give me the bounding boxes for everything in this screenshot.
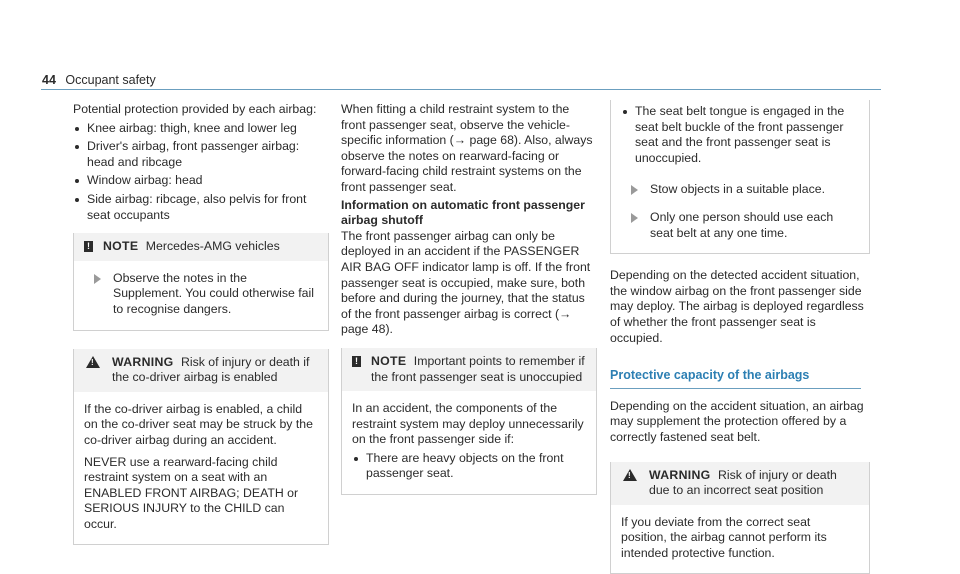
- warning-body: [74, 392, 328, 545]
- note-box-continued: [610, 100, 870, 254]
- warning-header: [611, 462, 869, 505]
- note-box: [341, 348, 597, 495]
- section-heading: Protective capacity of the airbags: [610, 368, 870, 384]
- intro-text: Potential protection provided by each airbag:: [73, 102, 329, 118]
- section-divider: [610, 388, 861, 389]
- body-paragraph: When fitting a child restraint system to the front passenger seat, observe the vehicle-specific information (→ page 68). Also, always observe the notes on rearward-facing or forward-facing child restraint systems on the front passenger seat.: [341, 102, 597, 196]
- body-paragraph: The front passenger airbag can only be deployed in an accident if the PASSENGER AIR BAG OFF indicator lamp is off. If the front passenger seat is occupied, make sure, both before and during the journey, that the status of the front passenger airbag is correct (→ page 48).: [341, 229, 597, 338]
- arrow-icon: [631, 185, 638, 195]
- warning-header: [74, 349, 328, 392]
- warning-title: Risk of injury or death due to an incorrect seat position: [649, 468, 837, 498]
- note-header: [342, 348, 596, 391]
- tip: [621, 182, 859, 198]
- tip-text: Stow objects in a suitable place.: [650, 182, 825, 198]
- note-title: Important points to remember if the front passenger seat is unoccupied: [371, 354, 585, 384]
- warning-box: [73, 349, 329, 546]
- note-list: [352, 451, 586, 482]
- note-header: [74, 233, 328, 261]
- body-paragraph: Depending on the accident situation, an airbag may supplement the protection offered by a correctly fastened seat belt.: [610, 399, 870, 446]
- warning-text: If the co-driver airbag is enabled, a child on the co-driver seat may be struck by the co-driver airbag during an accident.: [84, 402, 318, 449]
- tip: [621, 210, 859, 241]
- column-2: [341, 102, 597, 495]
- list-item: There are heavy objects on the front passenger seat.: [352, 451, 586, 482]
- column-3: [610, 102, 870, 574]
- tip: [84, 271, 318, 318]
- column-1: [73, 102, 329, 545]
- warning-body: [611, 505, 869, 574]
- warning-title: Risk of injury or death if the co-driver airbag is enabled: [112, 355, 309, 385]
- warning-box: [610, 462, 870, 574]
- warning-label: WARNING: [649, 468, 711, 482]
- warning-triangle-icon: [623, 469, 637, 481]
- warning-label: WARNING: [112, 355, 174, 369]
- section-heading-block: [610, 368, 870, 389]
- warning-text: If you deviate from the correct seat position, the airbag cannot perform its intended protective function.: [621, 515, 859, 562]
- list-item: Window airbag: head: [73, 173, 329, 189]
- note-body: [342, 391, 596, 494]
- tip-text: Only one person should use each seat belt at any one time.: [650, 210, 859, 241]
- page-number: 44: [42, 73, 56, 87]
- note-body: [74, 261, 328, 330]
- note-icon: !: [352, 356, 361, 367]
- list-item: Driver's airbag, front passenger airbag: head and ribcage: [73, 139, 329, 170]
- arrow-icon: [631, 213, 638, 223]
- note-box: [73, 233, 329, 330]
- section-title: Occupant safety: [65, 73, 155, 87]
- page-header: [42, 73, 156, 89]
- note-text: In an accident, the components of the restraint system may deploy unnecessarily on the front passenger side if:: [352, 401, 586, 448]
- note-list: [621, 104, 859, 166]
- note-label: NOTE: [371, 354, 406, 368]
- note-label: NOTE: [103, 239, 138, 253]
- warning-text: NEVER use a rearward-facing child restraint system on a seat with an ENABLED FRONT AIRBAG; DEATH or SERIOUS INJURY to the CHILD can occur.: [84, 455, 318, 533]
- list-item: The seat belt tongue is engaged in the seat belt buckle of the front passenger seat and the front passenger seat is unoccupied.: [621, 104, 859, 166]
- body-paragraph: Depending on the detected accident situation, the window airbag on the front passenger side may deploy. The airbag is deployed regardless of whether the front passenger seat is occupied.: [610, 268, 870, 346]
- warning-triangle-icon: [86, 356, 100, 368]
- note-body: [611, 100, 869, 253]
- note-icon: !: [84, 241, 93, 252]
- subheading: Information on automatic front passenger airbag shutoff: [341, 198, 597, 229]
- list-item: Side airbag: ribcage, also pelvis for front seat occupants: [73, 192, 329, 223]
- tip-text: Observe the notes in the Supplement. You could otherwise fail to recognise dangers.: [113, 271, 318, 318]
- arrow-icon: [94, 274, 101, 284]
- airbag-list: [73, 121, 329, 224]
- list-item: Knee airbag: thigh, knee and lower leg: [73, 121, 329, 137]
- note-title: Mercedes-AMG vehicles: [146, 239, 280, 253]
- header-divider: [41, 89, 881, 90]
